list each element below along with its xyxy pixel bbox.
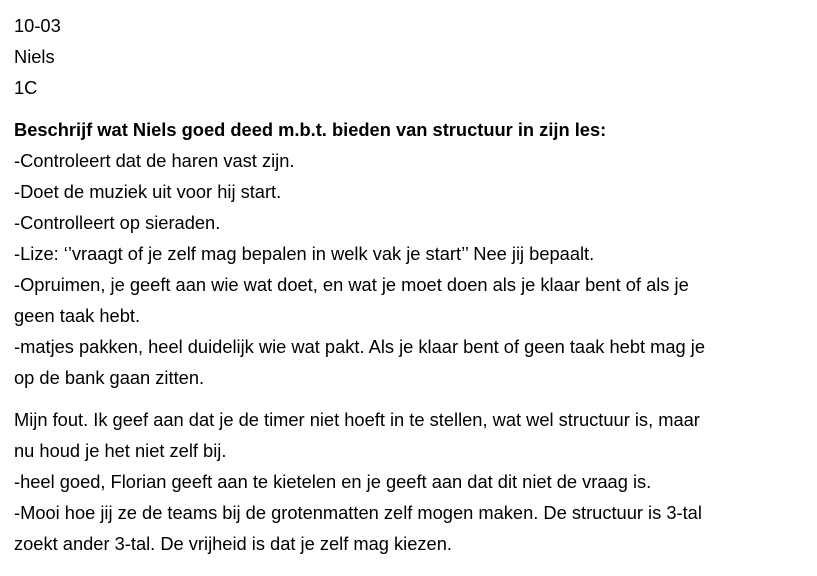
observation-item: -Controleert dat de haren vast zijn. (14, 150, 295, 171)
document-body (14, 10, 810, 559)
date-line: 10-03 (14, 15, 61, 36)
name-line: Niels (14, 46, 55, 67)
observation-item: -Controlleert op sieraden. (14, 212, 221, 233)
question-heading: Beschrijf wat Niels goed deed m.b.t. bieden van structuur in zijn les: (14, 119, 607, 140)
note-item: -heel goed, Florian geeft aan te kietelen en je geeft aan dat dit niet de vraag is. (14, 471, 652, 492)
observation-list (14, 145, 810, 393)
group-line: 1C (14, 77, 38, 98)
observation-item: -Doet de muziek uit voor hij start. (14, 181, 282, 202)
note-item-continued: nu houd je het niet zelf bij. (14, 440, 227, 461)
observation-item: -Lize: ‘’vraagt of je zelf mag bepalen in welk vak je start’’ Nee jij bepaalt. (14, 243, 595, 264)
notes-list (14, 404, 810, 559)
observation-item-continued: geen taak hebt. (14, 305, 141, 326)
observation-item: -matjes pakken, heel duidelijk wie wat pakt. Als je klaar bent of geen taak hebt mag je (14, 336, 706, 357)
observation-item-continued: op de bank gaan zitten. (14, 367, 205, 388)
note-item: -Mooi hoe jij ze de teams bij de grotenmatten zelf mogen maken. De structuur is 3-tal (14, 502, 702, 523)
note-item-continued: zoekt ander 3-tal. De vrijheid is dat je zelf mag kiezen. (14, 533, 452, 554)
note-item: Mijn fout. Ik geef aan dat je de timer niet hoeft in te stellen, wat wel structuur is, maar (14, 409, 700, 430)
observation-item: -Opruimen, je geeft aan wie wat doet, en wat je moet doen als je klaar bent of als je (14, 274, 689, 295)
